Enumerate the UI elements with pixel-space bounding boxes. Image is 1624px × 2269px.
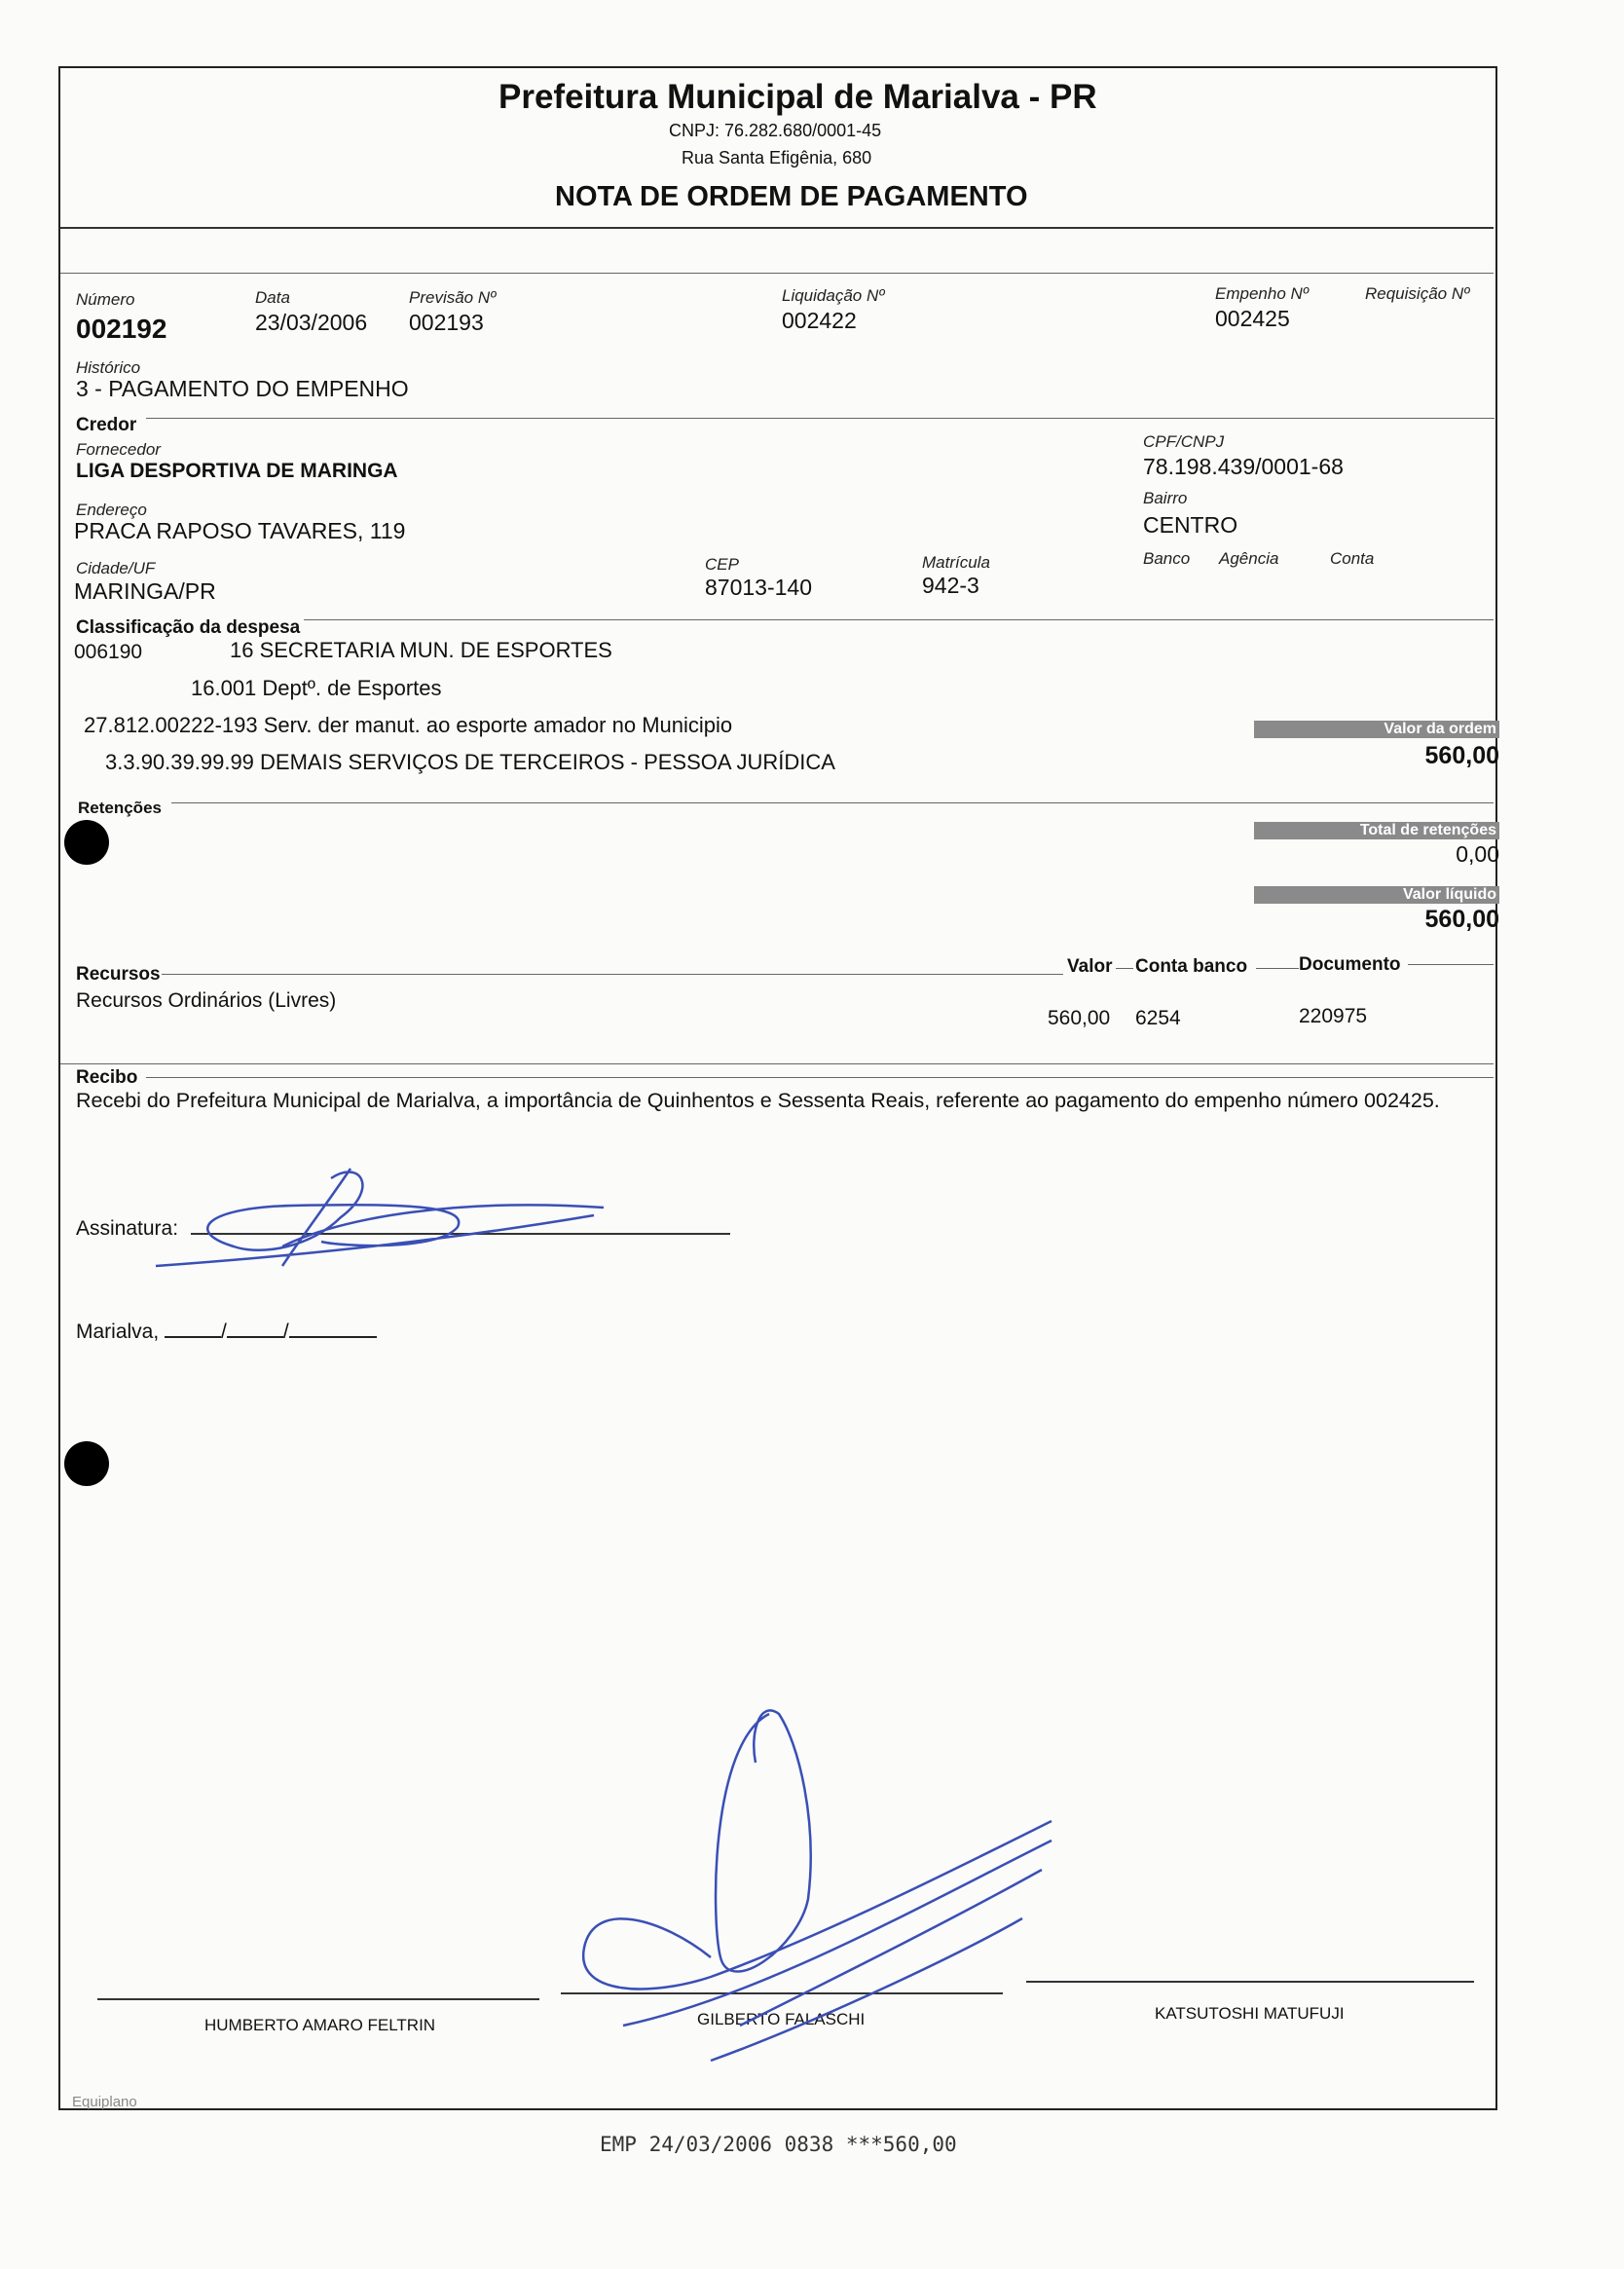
header-divider [60, 227, 1494, 229]
valor-ordem-value: 560,00 [1424, 742, 1499, 769]
liquidacao-label: Liquidação Nº [782, 286, 885, 305]
bairro-label: Bairro [1143, 489, 1188, 507]
cidade-value: MARINGA/PR [74, 578, 216, 604]
software-label: Equiplano [72, 2094, 137, 2110]
punch-hole-bottom-icon [64, 1441, 109, 1486]
recursos-divider-b [1116, 968, 1133, 969]
classificacao-divider [304, 619, 1494, 620]
numero-value: 002192 [76, 314, 167, 344]
classificacao-line1: 16 SECRETARIA MUN. DE ESPORTES [230, 638, 612, 662]
recursos-bottom-divider [60, 1063, 1494, 1064]
classificacao-section: Classificação da despesa [76, 617, 301, 638]
valor-liquido-value: 560,00 [1424, 906, 1499, 933]
recibo-text: Recebi do Prefeitura Municipal de Marialva, a importância de Quinhentos e Sessenta Reais, referente ao pagamento do empenho número 002425. [76, 1089, 1440, 1112]
retencoes-divider [171, 802, 1494, 803]
recursos-divider-a [162, 974, 1063, 975]
conta-label: Conta [1330, 549, 1375, 568]
recursos-conta: 6254 [1135, 1007, 1181, 1029]
banco-label: Banco [1143, 549, 1191, 568]
retencoes-section: Retenções [78, 799, 162, 817]
total-retencoes-label: Total de retenções [1254, 822, 1499, 839]
signature-line-3 [1026, 1981, 1474, 1983]
previsao-label: Previsão Nº [409, 288, 497, 307]
empenho-label: Empenho Nº [1215, 284, 1309, 303]
recibo-divider [146, 1077, 1494, 1078]
numero-label: Número [76, 290, 135, 309]
matricula-value: 942-3 [922, 573, 979, 598]
data-value: 23/03/2006 [255, 310, 368, 335]
municipality-title: Prefeitura Municipal de Marialva - PR [498, 78, 1097, 116]
classificacao-line3: 27.812.00222-193 Serv. der manut. ao esporte amador no Municipio [84, 713, 733, 737]
endereco-value: PRACA RAPOSO TAVARES, 119 [74, 518, 406, 543]
fornecedor-label: Fornecedor [76, 440, 161, 459]
address-line: Rua Santa Efigênia, 680 [682, 148, 872, 167]
recursos-valor: 560,00 [1048, 1007, 1111, 1029]
agencia-label: Agência [1219, 549, 1279, 568]
assinatura-label: Assinatura: [76, 1217, 179, 1240]
marialva-label: Marialva, [76, 1320, 160, 1343]
recursos-conta-label: Conta banco [1135, 956, 1248, 977]
recursos-documento: 220975 [1299, 1005, 1368, 1027]
valor-ordem-label: Valor da ordem [1254, 721, 1499, 738]
recursos-valor-label: Valor [1067, 956, 1113, 977]
credor-section: Credor [76, 415, 137, 435]
document-title: NOTA DE ORDEM DE PAGAMENTO [555, 181, 1028, 212]
signature-line-1 [97, 1998, 539, 2000]
classificacao-line4: 3.3.90.39.99.99 DEMAIS SERVIÇOS DE TERCEIROS - PESSOA JURÍDICA [105, 750, 835, 774]
stamp-text: EMP 24/03/2006 0838 ***560,00 [600, 2133, 957, 2156]
signatory-3: KATSUTOSHI MATUFUJI [1155, 2004, 1345, 2023]
data-label: Data [255, 288, 290, 307]
total-retencoes-value: 0,00 [1456, 841, 1499, 867]
bairro-value: CENTRO [1143, 512, 1238, 538]
historico-value: 3 - PAGAMENTO DO EMPENHO [76, 376, 409, 401]
recursos-section: Recursos [76, 964, 161, 985]
cnpj-line: CNPJ: 76.282.680/0001-45 [669, 121, 882, 140]
previsao-value: 002193 [409, 310, 484, 335]
recibo-section: Recibo [76, 1067, 138, 1088]
receipt-signature-icon [146, 1149, 613, 1285]
cpf-value: 78.198.439/0001-68 [1143, 454, 1344, 479]
cep-value: 87013-140 [705, 575, 812, 600]
cidade-label: Cidade/UF [76, 559, 156, 577]
endereco-label: Endereço [76, 501, 147, 519]
historico-label: Histórico [76, 358, 141, 377]
recursos-divider-d [1408, 964, 1494, 965]
valor-liquido-label: Valor líquido [1254, 886, 1499, 904]
recursos-documento-label: Documento [1299, 954, 1401, 975]
top-divider [60, 273, 1494, 274]
classificacao-line2: 16.001 Deptº. de Esportes [191, 676, 442, 700]
fornecedor-value: LIGA DESPORTIVA DE MARINGA [76, 460, 398, 482]
director-signature-icon [565, 1704, 1071, 2074]
classificacao-code: 006190 [74, 641, 143, 663]
cpf-label: CPF/CNPJ [1143, 432, 1225, 451]
signatory-2: GILBERTO FALASCHI [697, 2010, 866, 2028]
signatory-1: HUMBERTO AMARO FELTRIN [204, 2016, 436, 2034]
liquidacao-value: 002422 [782, 308, 857, 333]
empenho-value: 002425 [1215, 306, 1290, 331]
requisicao-label: Requisição Nº [1365, 284, 1470, 303]
marialva-date-line: Marialva, / / [76, 1319, 377, 1344]
mechanical-stamp [590, 2133, 957, 2157]
punch-hole-top-icon [64, 820, 109, 865]
recursos-fonte: Recursos Ordinários (Livres) [76, 989, 337, 1012]
credor-divider [146, 418, 1495, 419]
cep-label: CEP [705, 555, 739, 574]
recursos-divider-c [1256, 968, 1299, 969]
matricula-label: Matrícula [922, 553, 990, 572]
